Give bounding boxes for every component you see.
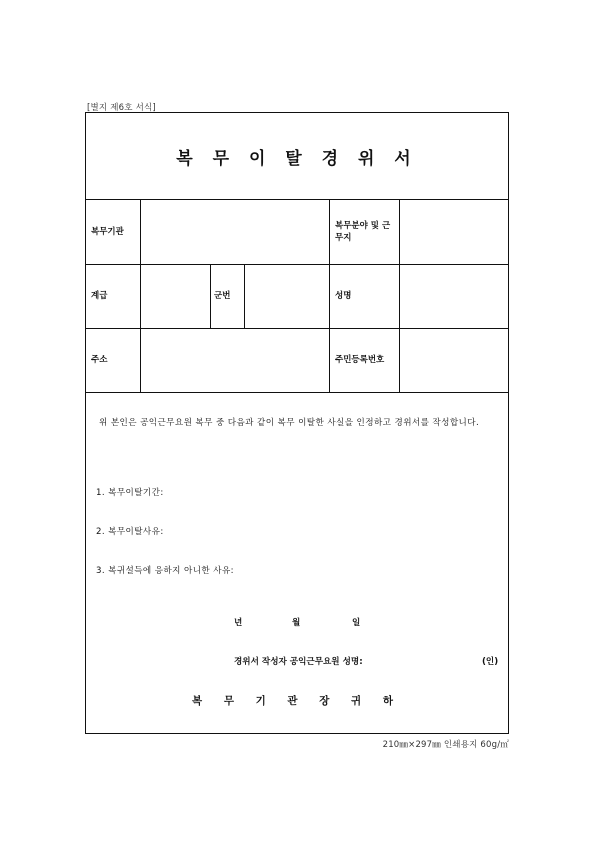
service-number-field[interactable] [245, 264, 329, 328]
name-label: 성명 [335, 291, 352, 301]
address-field[interactable] [141, 328, 329, 392]
signature-label: 경위서 작성자 공익근무요원 성명: [234, 657, 363, 667]
name-field[interactable] [400, 264, 508, 328]
resident-registration-number-label: 주민등록번호 [335, 355, 385, 365]
service-number-label: 군번 [214, 291, 231, 301]
rank-label: 계급 [91, 291, 108, 301]
form-number-label: [별지 제6호 서식] [87, 103, 156, 113]
statement-text: 위 본인은 공익근무요원 복무 중 다음과 같이 복무 이탈한 사실을 인정하고 경위서를 작성합니다. [99, 418, 480, 428]
service-agency-field[interactable] [141, 200, 329, 264]
title-row [86, 113, 508, 200]
item-desertion-reason: 2. 복무이탈사유: [96, 527, 164, 537]
address-label: 주소 [91, 355, 108, 365]
item-refusal-reason: 3. 복귀설득에 응하지 아니한 사유: [96, 566, 234, 576]
item-desertion-period: 1. 복무이탈기간: [96, 488, 164, 498]
date-month-label: 월 [292, 618, 301, 628]
seal-mark: (인) [482, 657, 499, 667]
date-day-label: 일 [352, 618, 361, 628]
paper-spec: 210㎜×297㎜ 인쇄용지 60g/㎡ [382, 740, 509, 750]
form-title: 복 무 이 탈 경 위 서 [176, 148, 418, 169]
date-year-label: 년 [234, 618, 243, 628]
resident-registration-number-field[interactable] [400, 328, 508, 392]
rank-field[interactable] [141, 264, 210, 328]
service-field-location-label: 복무분야 및 근무지 [335, 221, 391, 243]
service-field-location-field[interactable] [400, 200, 508, 264]
desertion-report-form [85, 112, 509, 734]
service-agency-label: 복무기관 [91, 227, 124, 237]
addressee: 복 무 기 관 장 귀 하 [192, 695, 402, 707]
grid-line-row3 [86, 392, 508, 393]
